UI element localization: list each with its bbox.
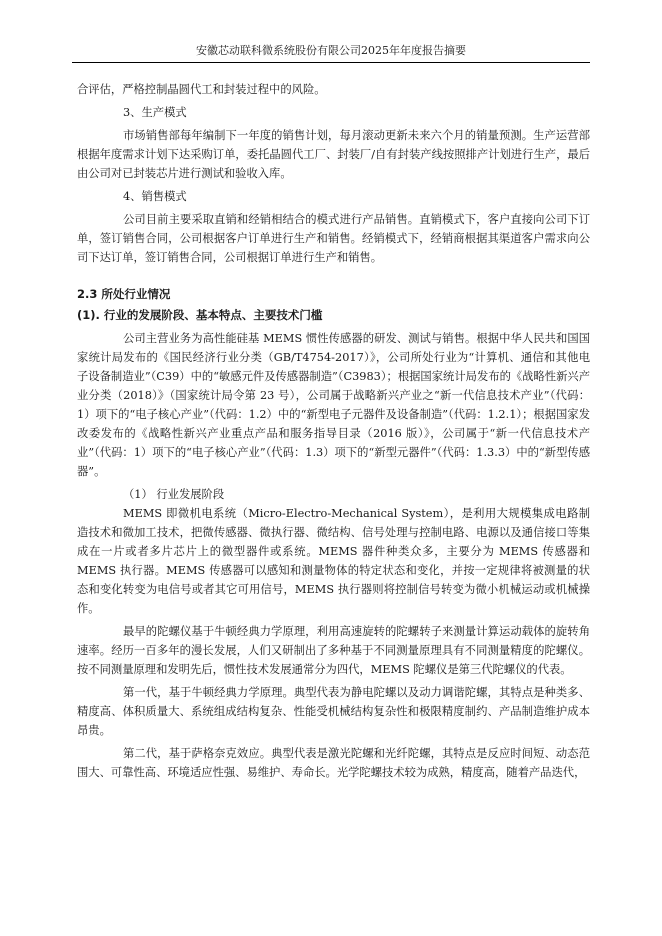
first-generation-paragraph: 第一代，基于牛顿经典力学原理。典型代表为静电陀螺以及动力调谐陀螺，其特点是种类多、精度高、体积质量大、系统组成结构复杂、性能受机械结构复杂性和极限精度制约、产品制造维护成本昂贵。	[77, 686, 590, 737]
production-mode-paragraph: 市场销售部每年编制下一年度的销售计划，每月滚动更新未来六个月的销量预测。生产运营部根据年度需求计划下达采购订单，委托晶圆代工厂、封装厂/自有封装产线按照排产计划进行生产，最后由公司对已封装芯片进行测试和验收入库。	[77, 129, 590, 180]
industry-classification-paragraph: 公司主营业务为高性能硅基 MEMS 惯性传感器的研发、测试与销售。根据中华人民共和国国家统计局发布的《国民经济行业分类（GB/T4754-2017）》，公司所处行业为“计算机、通信和其他电子设备制造业”（C39）中的“敏感元件及传感器制造”（C3983）；根据国家统计局发布的《战略性新兴产业分类（2018）》（国家统计局令第 23 号），公司属于战略新兴产业之“新一代信息技术产业”（代码：1）项下的“电子核心产业”（代码：1.2）中的“新型电子元器件及设备制造”（代码：1.2.1）；根据国家发改委发布的《战略性新兴产业重点产品和服务指导目录（2016 版）》，公司属于“新一代信息技术产业”（代码：1）项下的“电子核心产业”（代码：1.3）项下的“新型元器件”（代码：1.3.3）中的“新型传感器”。	[77, 332, 590, 478]
production-mode-heading: 3、生产模式	[123, 106, 187, 119]
subsection-heading-1: (1). 行业的发展阶段、基本特点、主要技术门槛	[77, 308, 323, 322]
sales-mode-paragraph: 公司目前主要采取直销和经销相结合的模式进行产品销售。直销模式下，客户直接向公司下订单，签订销售合同，公司根据客户订单进行生产和销售。经销模式下，经销商根据其渠道客户需求向公司下达订单，签订销售合同，公司根据订单进行生产和销售。	[77, 213, 590, 264]
report-header: 安徽芯动联科微系统股份有限公司2025年年度报告摘要	[196, 44, 466, 57]
industry-stage-heading: （1） 行业发展阶段	[123, 488, 225, 501]
header-rule	[72, 62, 590, 63]
document-body	[77, 80, 590, 782]
second-generation-paragraph: 第二代，基于萨格奈克效应。典型代表是激光陀螺和光纤陀螺，其特点是反应时间短、动态范围大、可靠性高、环境适应性强、易维护、寿命长。光学陀螺技术较为成熟，精度高，随着产品迭代，	[77, 747, 590, 779]
mems-definition-paragraph: MEMS 即微机电系统（Micro-Electro-Mechanical System），是利用大规模集成电路制造技术和微加工技术，把微传感器、微执行器、微结构、信号处理与控制电路、电源以及通信接口等集成在一片或者多片芯片上的微型器件或系统。MEMS 器件种类众多，主要分为 MEMS 传感器和 MEMS 执行器。MEMS 传感器可以感知和测量物体的特定状态和变化，并按一定规律将被测量的状态和变化转变为电信号或者其它可用信号，MEMS 执行器则将控制信号转变为微小机械运动或机械操作。	[77, 507, 590, 615]
paragraph-continuation: 合评估，严格控制晶圆代工和封装过程中的风险。	[77, 83, 326, 96]
section-heading-2-3: 2.3 所处行业情况	[77, 287, 171, 301]
sales-mode-heading: 4、销售模式	[123, 190, 187, 203]
gyroscope-history-paragraph: 最早的陀螺仪基于牛顿经典力学原理，利用高速旋转的陀螺转子来测量计算运动载体的旋转角速率。经历一百多年的漫长发展，人们又研制出了多种基于不同测量原理具有不同测量精度的陀螺仪。按不同测量原理和发明先后，惯性技术发展通常分为四代，MEMS 陀螺仪是第三代陀螺仪的代表。	[77, 625, 590, 676]
